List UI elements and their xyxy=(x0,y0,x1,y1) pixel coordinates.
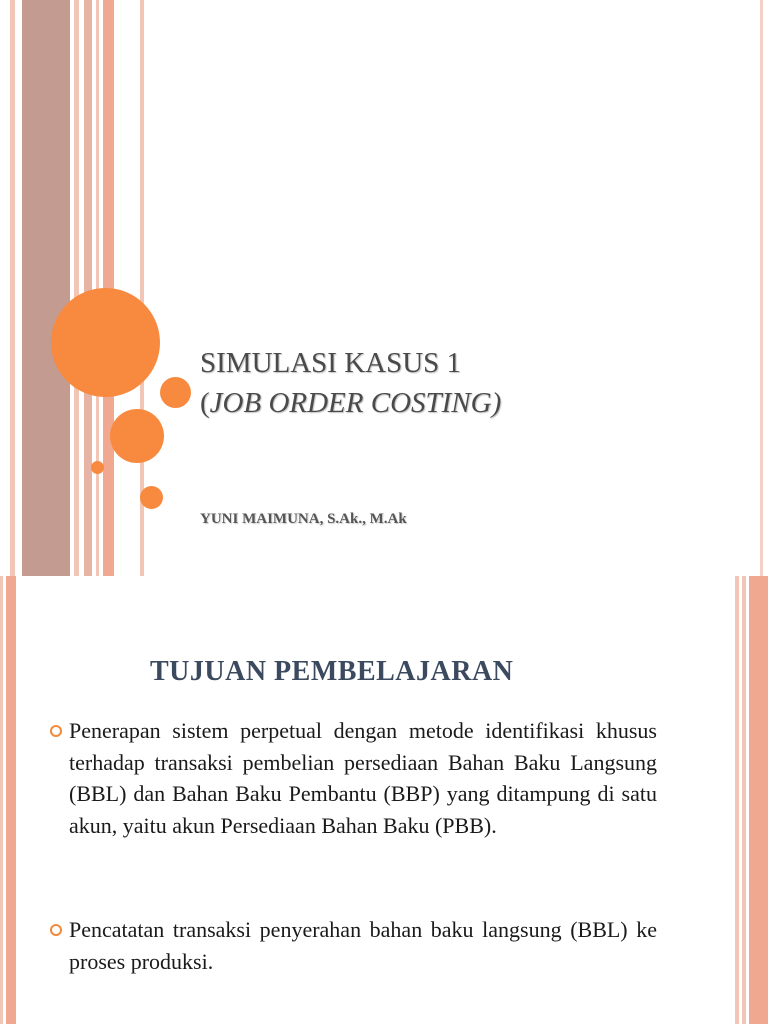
decor-strip xyxy=(74,0,79,576)
decor-strip xyxy=(760,0,763,576)
slide-title xyxy=(200,343,740,423)
bullet-circle-icon xyxy=(50,924,62,936)
bullet-circle-icon xyxy=(50,725,62,737)
tiny-circle-icon xyxy=(91,461,104,474)
decor-strip xyxy=(749,576,768,1024)
large-circle-icon xyxy=(51,288,160,397)
decor-strip xyxy=(22,0,70,576)
title-subtitle: JOB ORDER COSTING) xyxy=(209,387,502,419)
title-line-2 xyxy=(200,383,740,423)
decor-strip xyxy=(0,576,3,1024)
small-circle-icon xyxy=(140,486,163,509)
title-paren: ( xyxy=(200,387,210,419)
bullet-item: Pencatatan transaksi penyerahan bahan baku langsung (BBL) ke proses produksi. xyxy=(69,917,657,974)
medium-circle-icon xyxy=(110,409,164,463)
author-name: YUNI MAIMUNA, S.Ak., M.Ak xyxy=(200,511,407,527)
decor-strip xyxy=(10,0,15,576)
decor-strip xyxy=(742,576,746,1024)
section-heading: TUJUAN PEMBELAJARAN xyxy=(150,656,514,687)
decor-strip xyxy=(84,0,92,576)
title-line-1: SIMULASI KASUS 1 xyxy=(200,347,462,379)
small-circle-icon xyxy=(160,377,191,408)
bullet-item: Penerapan sistem perpetual dengan metode identifikasi khusus terhadap transaksi pembelian persediaan Bahan Baku Langsung (BBL) dan Bahan Baku Pembantu (BBP) yang ditampung di satu akun, yaitu akun Persediaan Bahan Baku (PBB). xyxy=(69,718,657,838)
decor-strip xyxy=(6,576,16,1024)
decor-strip xyxy=(735,576,739,1024)
